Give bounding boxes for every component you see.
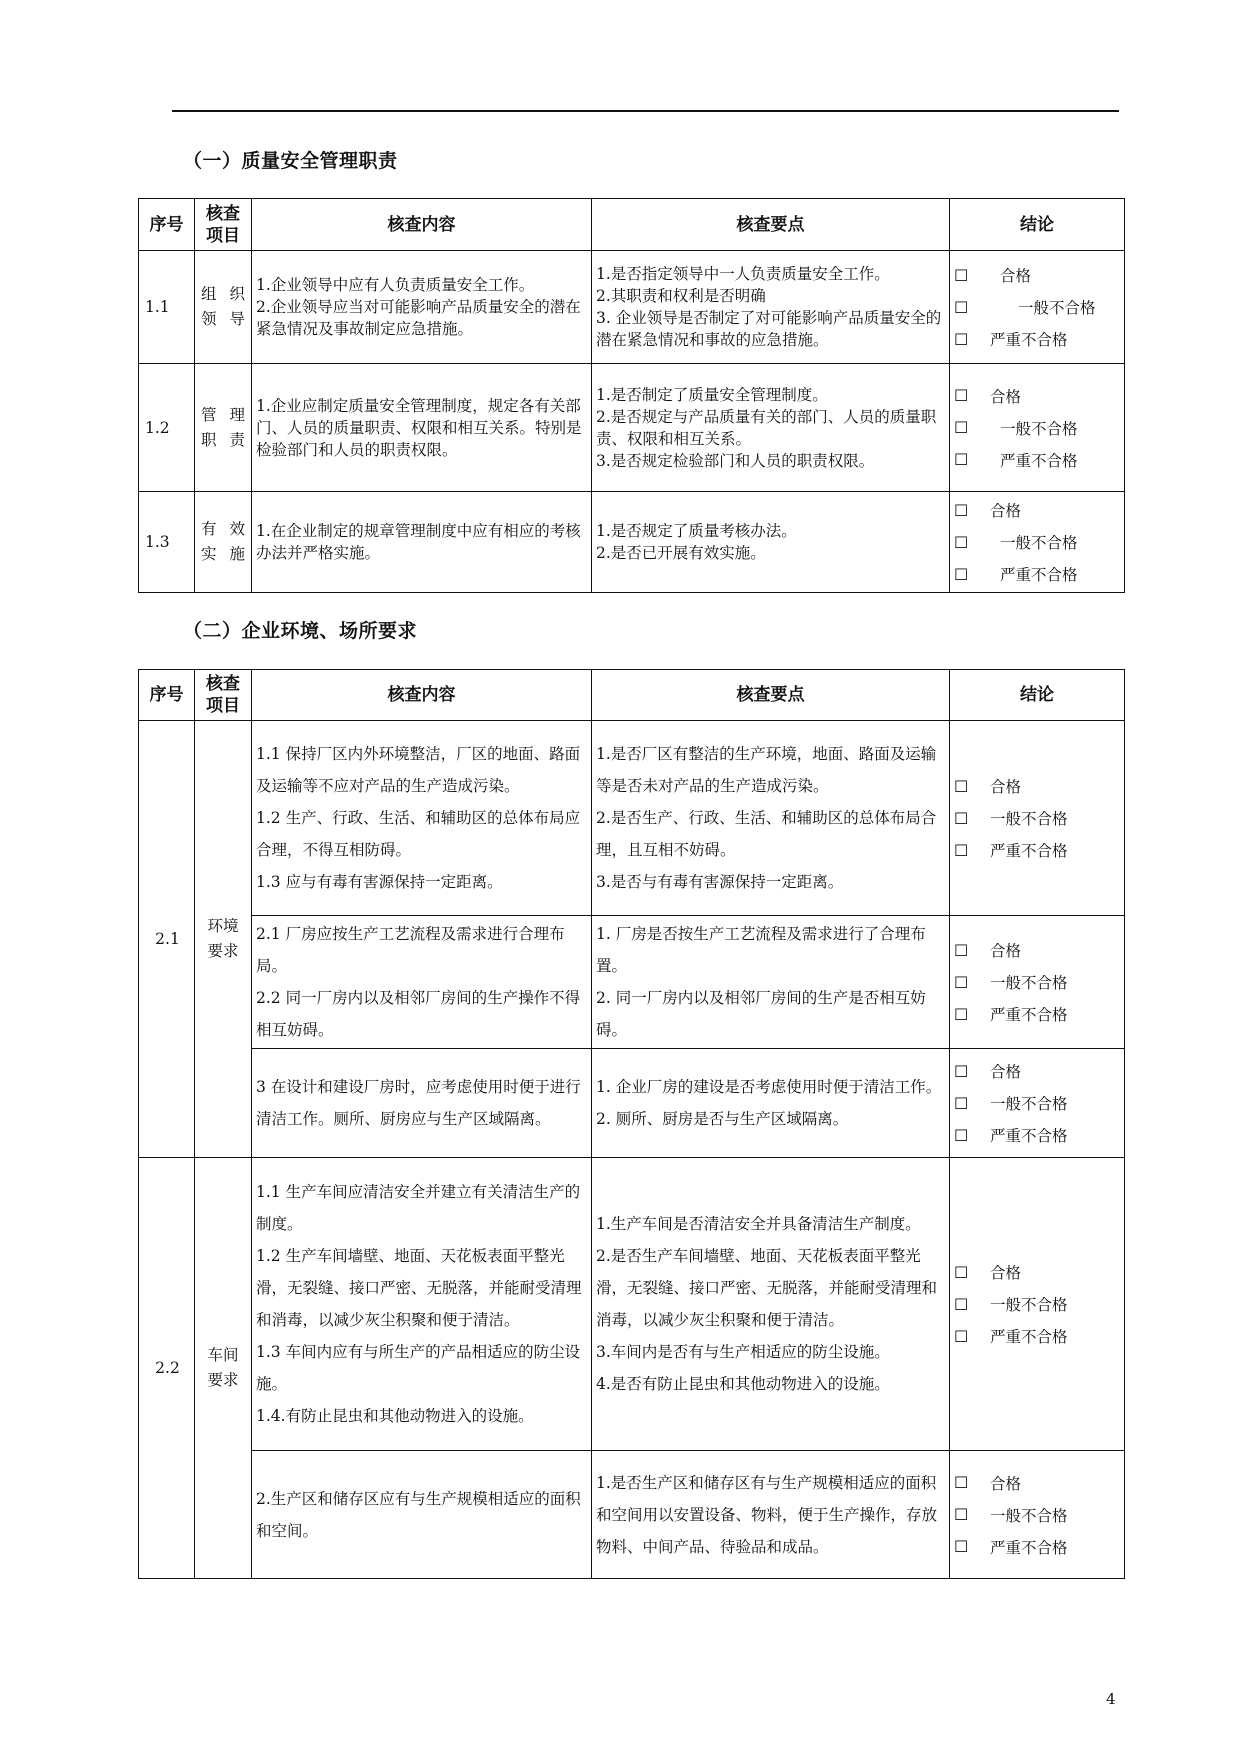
checkbox-icon[interactable]: ☐ xyxy=(954,1093,969,1113)
header-points: 核查要点 xyxy=(592,199,950,251)
checkbox-icon[interactable]: ☐ xyxy=(954,1262,969,1282)
check-points: 1. 企业厂房的建设是否考虑使用时便于清洁工作。 2. 厕所、厨房是否与生产区域隔离。 xyxy=(592,1049,950,1158)
checkbox-icon[interactable]: ☐ xyxy=(954,564,969,584)
check-content: 2.1 厂房应按生产工艺流程及需求进行合理布局。 2.2 同一厂房内以及相邻厂房间的生产操作不得相互妨碍。 xyxy=(252,916,592,1049)
checkbox-icon[interactable]: ☐ xyxy=(954,972,969,992)
checkbox-icon[interactable]: ☐ xyxy=(954,297,969,317)
inspection-table-1 xyxy=(138,198,1125,593)
checkbox-icon[interactable]: ☐ xyxy=(954,840,969,860)
option-pass[interactable]: ☐ 合格 xyxy=(954,500,1022,520)
conclusion-cell xyxy=(950,251,1125,364)
table-row xyxy=(139,1049,1125,1158)
conclusion-cell xyxy=(950,1158,1125,1451)
table-row xyxy=(139,251,1125,364)
option-general-fail[interactable]: ☐ 一般不合格 xyxy=(954,1093,1068,1113)
checkbox-icon[interactable]: ☐ xyxy=(954,1505,969,1524)
checkbox-icon[interactable]: ☐ xyxy=(954,808,969,828)
check-points: 1.是否厂区有整洁的生产环境，地面、路面及运输等是否未对产品的生产造成污染。 2.是否生产、行政、生活、和辅助区的总体布局合理，且互相不妨碍。 3.是否与有毒有害源保持一定距离。 xyxy=(592,721,950,916)
table-row xyxy=(139,1451,1125,1579)
row-number: 1.3 xyxy=(139,492,195,593)
row-number: 1.2 xyxy=(139,364,195,492)
table-row xyxy=(139,364,1125,492)
table-row xyxy=(139,916,1125,1049)
item-name: 有效 实施 xyxy=(195,492,252,593)
checkbox-icon[interactable]: ☐ xyxy=(954,386,969,405)
option-general-fail[interactable]: ☐ 一般不合格 xyxy=(954,418,1078,438)
option-serious-fail[interactable]: ☐ 严重不合格 xyxy=(954,450,1078,470)
check-content: 1.在企业制定的规章管理制度中应有相应的考核办法并严格实施。 xyxy=(252,492,592,593)
option-serious-fail[interactable]: ☐ 严重不合格 xyxy=(954,1004,1068,1024)
option-serious-fail[interactable]: ☐ 严重不合格 xyxy=(954,329,1068,349)
header-points: 核查要点 xyxy=(592,670,950,721)
checkbox-icon[interactable]: ☐ xyxy=(954,418,969,437)
option-pass[interactable]: ☐ 合格 xyxy=(954,1262,1022,1282)
section-title-1: （一）质量安全管理职责 xyxy=(183,150,398,172)
option-pass[interactable]: ☐ 合格 xyxy=(954,776,1022,796)
row-number: 2.2 xyxy=(139,1158,195,1579)
option-general-fail[interactable]: ☐ 一般不合格 xyxy=(954,1294,1068,1314)
inspection-table-2 xyxy=(138,669,1125,1579)
option-pass[interactable]: ☐ 合格 xyxy=(954,265,1032,285)
item-name: 组织 领导 xyxy=(195,251,252,364)
checkbox-icon[interactable]: ☐ xyxy=(954,1326,969,1346)
conclusion-cell xyxy=(950,364,1125,492)
check-content: 2.生产区和储存区应有与生产规模相适应的面积和空间。 xyxy=(252,1451,592,1579)
header-no: 序号 xyxy=(139,199,195,251)
page-number: 4 xyxy=(1106,1690,1116,1708)
table-row xyxy=(139,492,1125,593)
item-name: 环境 要求 xyxy=(195,721,252,1158)
check-points: 1.是否生产区和储存区有与生产规模相适应的面积和空间用以安置设备、物料，便于生产操作，存放物料、中间产品、待验品和成品。 xyxy=(592,1451,950,1579)
section-title-2: （二）企业环境、场所要求 xyxy=(183,620,418,642)
header-no: 序号 xyxy=(139,670,195,721)
check-content: 1.企业应制定质量安全管理制度，规定各有关部门、人员的质量职责、权限和相互关系。特别是检验部门和人员的职责权限。 xyxy=(252,364,592,492)
header-rule xyxy=(172,110,1119,112)
checkbox-icon[interactable]: ☐ xyxy=(954,1125,969,1145)
header-item: 核查项目 xyxy=(195,199,252,251)
header-conclusion: 结论 xyxy=(950,670,1125,721)
option-serious-fail[interactable]: ☐ 严重不合格 xyxy=(954,1537,1068,1557)
table-row xyxy=(139,1158,1125,1451)
check-content: 1.1 保持厂区内外环境整洁，厂区的地面、路面及运输等不应对产品的生产造成污染。 1.2 生产、行政、生活、和辅助区的总体布局应合理，不得互相防碍。 1.3 应与有毒有害源保持一定距离。 xyxy=(252,721,592,916)
checkbox-icon[interactable]: ☐ xyxy=(954,1294,969,1314)
option-pass[interactable]: ☐ 合格 xyxy=(954,940,1022,960)
option-serious-fail[interactable]: ☐ 严重不合格 xyxy=(954,1326,1068,1346)
check-points: 1.是否制定了质量安全管理制度。 2.是否规定与产品质量有关的部门、人员的质量职责、权限和相互关系。 3.是否规定检验部门和人员的职责权限。 xyxy=(592,364,950,492)
checkbox-icon[interactable]: ☐ xyxy=(954,500,969,520)
checkbox-icon[interactable]: ☐ xyxy=(954,940,969,960)
row-number: 2.1 xyxy=(139,721,195,1158)
option-serious-fail[interactable]: ☐ 严重不合格 xyxy=(954,564,1078,584)
option-pass[interactable]: ☐ 合格 xyxy=(954,1473,1022,1493)
option-general-fail[interactable]: ☐ 一般不合格 xyxy=(954,297,1096,317)
table-row xyxy=(139,721,1125,916)
option-general-fail[interactable]: ☐ 一般不合格 xyxy=(954,972,1068,992)
conclusion-cell xyxy=(950,492,1125,593)
option-general-fail[interactable]: ☐ 一般不合格 xyxy=(954,532,1078,552)
table-header-row xyxy=(139,199,1125,251)
option-general-fail[interactable]: ☐ 一般不合格 xyxy=(954,808,1068,828)
header-content: 核查内容 xyxy=(252,199,592,251)
check-points: 1.是否规定了质量考核办法。 2.是否已开展有效实施。 xyxy=(592,492,950,593)
check-points: 1.是否指定领导中一人负责质量安全工作。 2.其职责和权利是否明确 3. 企业领导是否制定了对可能影响产品质量安全的潜在紧急情况和事故的应急措施。 xyxy=(592,251,950,364)
option-pass[interactable]: ☐ 合格 xyxy=(954,1061,1022,1081)
checkbox-icon[interactable]: ☐ xyxy=(954,265,969,285)
conclusion-cell xyxy=(950,916,1125,1049)
option-pass[interactable]: ☐ 合格 xyxy=(954,386,1022,406)
header-item: 核查项目 xyxy=(195,670,252,721)
row-number: 1.1 xyxy=(139,251,195,364)
check-content: 1.1 生产车间应清洁安全并建立有关清洁生产的制度。 1.2 生产车间墙壁、地面、天花板表面平整光滑，无裂缝、接口严密、无脱落，并能耐受清理和消毒，以减少灰尘积聚和便于清洁。 1.3 车间内应有与所生产的产品相适应的防尘设施。 1.4.有防止昆虫和其他动物进入的设施。 xyxy=(252,1158,592,1451)
option-general-fail[interactable]: ☐ 一般不合格 xyxy=(954,1505,1068,1525)
check-content: 1.企业领导中应有人负责质量安全工作。 2.企业领导应当对可能影响产品质量安全的潜在紧急情况及事故制定应急措施。 xyxy=(252,251,592,364)
checkbox-icon[interactable]: ☐ xyxy=(954,1537,969,1556)
table-header-row xyxy=(139,670,1125,721)
conclusion-cell xyxy=(950,1049,1125,1158)
conclusion-cell xyxy=(950,721,1125,916)
check-points: 1.生产车间是否清洁安全并具备清洁生产制度。 2.是否生产车间墙壁、地面、天花板表面平整光滑，无裂缝、接口严密、无脱落，并能耐受清理和消毒，以减少灰尘积聚和便于清洁。 3.车间内是否有与生产相适应的防尘设施。 4.是否有防止昆虫和其他动物进入的设施。 xyxy=(592,1158,950,1451)
checkbox-icon[interactable]: ☐ xyxy=(954,1004,969,1024)
item-name: 管理 职责 xyxy=(195,364,252,492)
option-serious-fail[interactable]: ☐ 严重不合格 xyxy=(954,1125,1068,1145)
checkbox-icon[interactable]: ☐ xyxy=(954,532,969,552)
checkbox-icon[interactable]: ☐ xyxy=(954,1473,969,1492)
checkbox-icon[interactable]: ☐ xyxy=(954,1061,969,1081)
checkbox-icon[interactable]: ☐ xyxy=(954,776,969,796)
item-name: 车间 要求 xyxy=(195,1158,252,1579)
option-serious-fail[interactable]: ☐ 严重不合格 xyxy=(954,840,1068,860)
check-content: 3 在设计和建设厂房时，应考虑使用时便于进行清洁工作。厕所、厨房应与生产区域隔离。 xyxy=(252,1049,592,1158)
checkbox-icon[interactable]: ☐ xyxy=(954,450,969,469)
checkbox-icon[interactable]: ☐ xyxy=(954,329,969,349)
header-content: 核查内容 xyxy=(252,670,592,721)
header-conclusion: 结论 xyxy=(950,199,1125,251)
conclusion-cell xyxy=(950,1451,1125,1579)
check-points: 1. 厂房是否按生产工艺流程及需求进行了合理布置。 2. 同一厂房内以及相邻厂房间的生产是否相互妨碍。 xyxy=(592,916,950,1049)
